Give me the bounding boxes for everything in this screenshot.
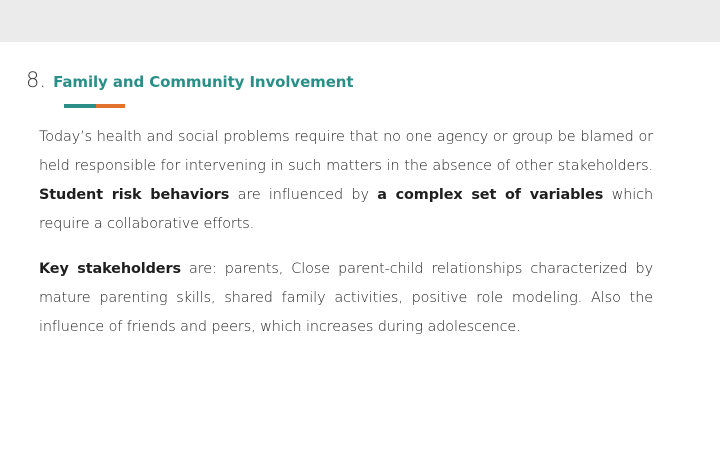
- paragraph-1-bold-2: a complex set of variables: [377, 187, 604, 203]
- accent-bar-teal: [64, 104, 96, 108]
- paragraph-1-text-3: which require a collaborative efforts.: [39, 187, 653, 232]
- top-band: [0, 0, 720, 42]
- paragraph-1-bold-1: Student risk behaviors: [39, 187, 230, 203]
- paragraph-2: [39, 255, 653, 342]
- paragraph-1-text-1: Today’s health and social problems require that no one agency or group be blamed or held responsible for intervening in such matters in the absence of other stakeholders.: [39, 129, 653, 174]
- paragraph-2-text-1: are: parents, Close parent-child relationships characterized by mature parenting skills, shared family activities, positive role modeling. Also the influence of friends and peers, which increases during adolescence.: [39, 261, 653, 335]
- paragraph-1: [39, 123, 653, 239]
- slide-title: Family and Community Involvement: [53, 73, 354, 91]
- paragraph-2-bold-1: Key stakeholders: [39, 261, 181, 277]
- accent-bar-orange: [96, 104, 125, 108]
- slide-heading: [26, 68, 353, 98]
- slide-number: 8.: [26, 68, 47, 92]
- paragraph-1-text-2: are influenced by: [229, 187, 378, 203]
